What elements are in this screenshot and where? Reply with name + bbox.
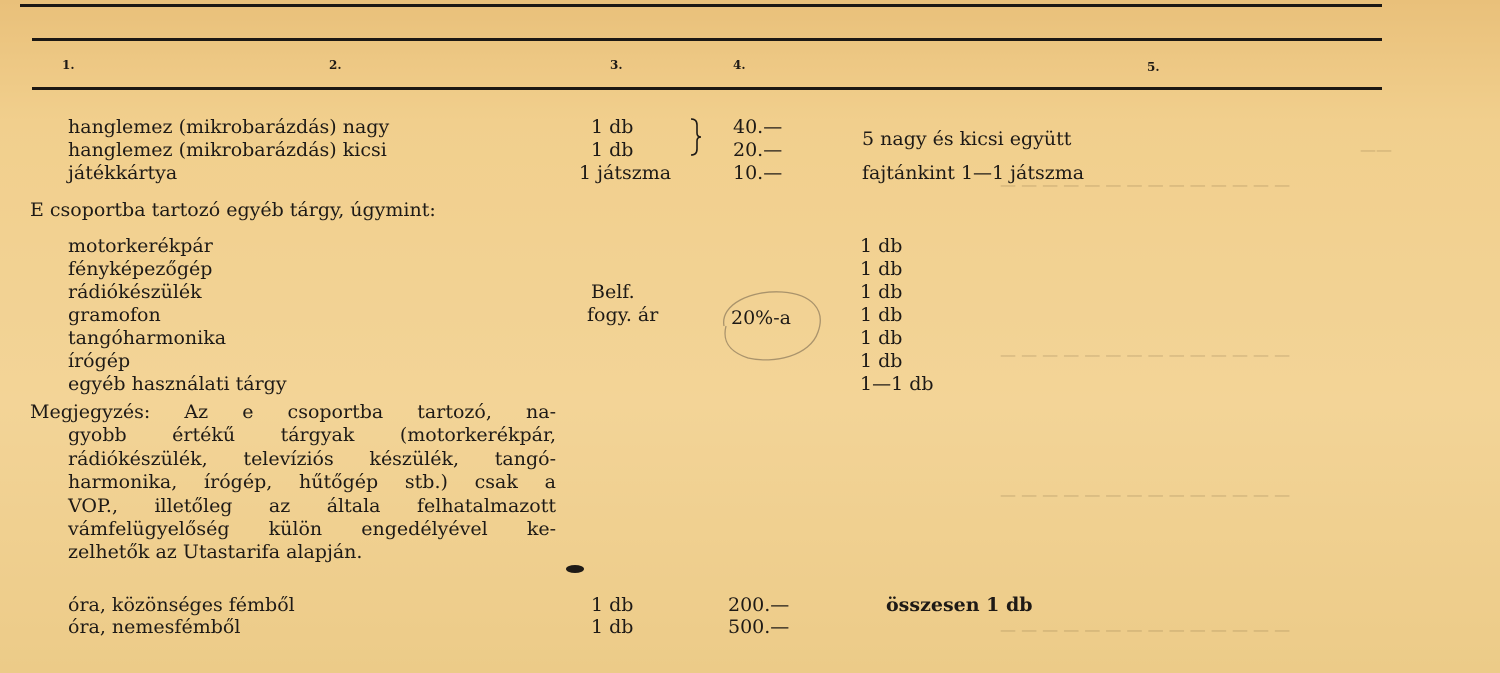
group-item-name: írógép [68, 350, 131, 372]
item-limit: fajtánkint 1—1 játszma [862, 162, 1085, 184]
duty-rate: 20%-a [731, 307, 791, 329]
ink-blot [565, 563, 585, 575]
item-name: óra, közönséges fémből [68, 594, 295, 616]
column-header-1: 1. [62, 58, 75, 72]
group-item-limit: 1 db [860, 281, 903, 303]
bleed-through-column: — — — — — — — — — — — — — — [1000, 345, 1291, 364]
remark-paragraph [30, 401, 556, 565]
item-name: hanglemez (mikrobarázdás) kicsi [68, 139, 387, 161]
header-bottom-rule [32, 87, 1382, 90]
price-basis-line: Belf. [591, 281, 635, 303]
item-limit: összesen 1 db [886, 594, 1033, 616]
column-header-5: 5. [1147, 60, 1160, 74]
group-item-limit: 1—1 db [860, 373, 934, 395]
group-item-limit: 1 db [860, 327, 903, 349]
remark-first-line: Megjegyzés: Az e csoportba tartozó, na- [30, 401, 556, 423]
item-value: 40.— [733, 116, 783, 138]
column-header-3: 3. [610, 58, 623, 72]
column-header-4: 4. [733, 58, 746, 72]
bleed-through-column: — — — — — — — — — — — — — — [1000, 175, 1291, 194]
item-value: 10.— [733, 162, 783, 184]
group-item-limit: 1 db [860, 258, 903, 280]
item-name: játékkártya [68, 162, 178, 184]
column-header-2: 2. [329, 58, 342, 72]
item-value: 200.— [728, 594, 790, 616]
item-name: óra, nemesfémből [68, 616, 241, 638]
bleed-through-column: — — — — — — — — — — — — — — [1000, 620, 1291, 639]
group-item-limit: 1 db [860, 304, 903, 326]
item-value: 500.— [728, 616, 790, 638]
item-quantity: 1 db [591, 116, 634, 138]
item-quantity: 1 db [591, 594, 634, 616]
remark-line: harmonika, írógép, hűtőgép stb.) csak a [68, 471, 556, 494]
header-top-rule [32, 38, 1382, 41]
remark-line: vámfelügyelőség külön engedélyével ke- [68, 518, 556, 541]
group-item-name: egyéb használati tárgy [68, 373, 287, 395]
group-item-name: gramofon [68, 304, 161, 326]
group-item-name: tangóharmonika [68, 327, 227, 349]
top-rule [20, 4, 1382, 7]
group-item-name: motorkerékpár [68, 235, 213, 257]
item-value: 20.— [733, 139, 783, 161]
group-limit-note: 5 nagy és kicsi együtt [862, 128, 1072, 150]
price-basis-line: fogy. ár [587, 304, 659, 326]
group-item-limit: 1 db [860, 235, 903, 257]
remark-line: zelhetők az Utastarifa alapján. [68, 541, 363, 564]
item-quantity: 1 db [591, 139, 634, 161]
remark-line: VOP., illetőleg az általa felhatalmazott [68, 494, 556, 517]
group-item-name: fényképezőgép [68, 258, 213, 280]
bleed-through-column: — — — — — — — — — — — — — — [1000, 485, 1291, 504]
grouping-brace [688, 117, 704, 157]
group-item-name: rádiókészülék [68, 281, 202, 303]
item-quantity: 1 db [591, 616, 634, 638]
remark-line: gyobb értékű tárgyak (motorkerékpár, [68, 424, 556, 447]
bleed-through-column: —— [1360, 140, 1392, 159]
group-heading: E csoportba tartozó egyéb tárgy, úgymint: [30, 199, 436, 221]
remark-line: rádiókészülék, televíziós készülék, tangó- [68, 447, 556, 470]
item-quantity: 1 játszma [579, 162, 672, 184]
group-item-limit: 1 db [860, 350, 903, 372]
item-name: hanglemez (mikrobarázdás) nagy [68, 116, 390, 138]
